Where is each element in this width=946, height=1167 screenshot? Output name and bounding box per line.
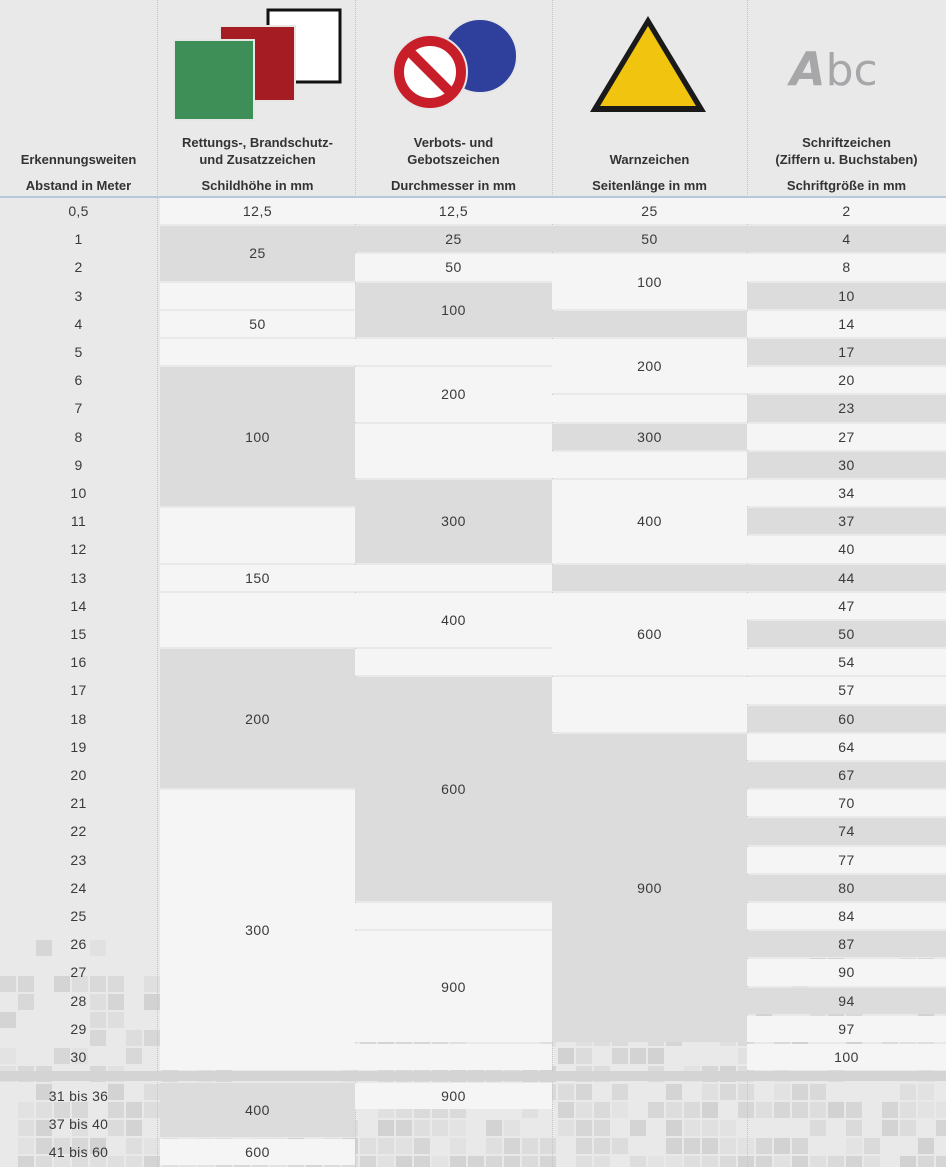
distance-cell: 37 bis 40 xyxy=(48,1116,109,1132)
table-cell xyxy=(160,593,355,647)
column-subheader: Schriftgröße in mm xyxy=(786,177,907,193)
table-cell: 100 xyxy=(552,254,747,308)
table-cell: 400 xyxy=(160,1083,355,1137)
distance-cell: 28 xyxy=(70,992,87,1009)
distance-cell: 8 xyxy=(74,428,83,445)
table-cell: 200 xyxy=(552,339,747,393)
table-cell: 54 xyxy=(747,649,946,675)
column-title-line: Warnzeichen xyxy=(609,152,690,167)
column-subheader: Schildhöhe in mm xyxy=(201,177,314,193)
column-title-line: Erkennungsweiten xyxy=(20,152,137,167)
table-cell: 25 xyxy=(552,198,747,224)
distance-cell: 0,5 xyxy=(68,203,89,220)
table-cell: 150 xyxy=(160,565,355,591)
column-subheader: Abstand in Meter xyxy=(25,177,132,193)
column-title-line: Rettungs-, Brandschutz- xyxy=(182,135,333,150)
table-cell xyxy=(160,339,355,365)
abc-letter-a: A xyxy=(790,42,826,96)
distance-cell: 29 xyxy=(70,1020,87,1037)
distance-cell: 1 xyxy=(74,231,83,248)
distance-cell: 4 xyxy=(74,315,83,332)
distance-cell: 2 xyxy=(74,259,83,276)
distance-cell: 9 xyxy=(74,456,83,473)
abc-letters-bc: bc xyxy=(825,45,878,96)
extended-range-separator xyxy=(0,1071,946,1081)
distance-cell: 22 xyxy=(70,823,87,840)
column-title-3 xyxy=(552,120,747,168)
table-cell: 70 xyxy=(747,790,946,816)
table-cell xyxy=(160,508,355,562)
column-title-0 xyxy=(0,120,157,168)
table-cell: 50 xyxy=(355,254,552,280)
table-cell: 2 xyxy=(747,198,946,224)
table-cell: 100 xyxy=(355,283,552,337)
table-cell: 25 xyxy=(160,226,355,280)
table-cell xyxy=(355,649,552,675)
distance-cell: 18 xyxy=(70,710,87,727)
table-cell: 600 xyxy=(160,1139,355,1165)
table-cell: 10 xyxy=(747,283,946,309)
table-cell: 300 xyxy=(355,480,552,563)
distance-cell: 41 bis 60 xyxy=(48,1144,109,1160)
table-cell xyxy=(355,339,552,365)
table-cell: 44 xyxy=(747,565,946,591)
table-cell xyxy=(552,311,747,337)
table-cell: 300 xyxy=(552,424,747,450)
table-cell: 23 xyxy=(747,395,946,421)
table-cell: 34 xyxy=(747,480,946,506)
table-cell: 8 xyxy=(747,254,946,280)
table-cell xyxy=(355,1044,552,1070)
distance-cell: 12 xyxy=(70,541,87,558)
distance-cell: 26 xyxy=(70,936,87,953)
distance-cell: 5 xyxy=(74,344,83,361)
table-cell: 25 xyxy=(355,226,552,252)
font-abc-icon xyxy=(790,42,900,96)
column-title-1 xyxy=(160,120,355,168)
column-subheader: Seitenlänge in mm xyxy=(592,177,707,193)
distance-cell: 6 xyxy=(74,372,83,389)
warning-sign-icon xyxy=(586,12,710,116)
table-cell: 84 xyxy=(747,903,946,929)
distance-cell: 15 xyxy=(70,626,87,643)
distance-cell: 7 xyxy=(74,400,83,417)
table-cell: 77 xyxy=(747,847,946,873)
distance-cell: 19 xyxy=(70,738,87,755)
distance-cell: 3 xyxy=(74,287,83,304)
table-cell: 900 xyxy=(355,1083,552,1109)
table-cell: 17 xyxy=(747,339,946,365)
rescue-signs-icon xyxy=(170,6,350,122)
table-cell: 27 xyxy=(747,424,946,450)
table-cell: 4 xyxy=(747,226,946,252)
table-cell: 74 xyxy=(747,818,946,844)
table-cell xyxy=(552,395,747,421)
table-cell: 200 xyxy=(160,649,355,788)
distance-cell: 31 bis 36 xyxy=(48,1088,109,1104)
column-title-line: Schriftzeichen xyxy=(802,135,891,150)
table-cell: 12,5 xyxy=(160,198,355,224)
distance-cell: 13 xyxy=(70,569,87,586)
table-cell: 100 xyxy=(160,367,355,506)
table-cell: 12,5 xyxy=(355,198,552,224)
table-cell: 400 xyxy=(552,480,747,563)
table-cell: 400 xyxy=(355,593,552,647)
table-cell: 37 xyxy=(747,508,946,534)
table-cell xyxy=(160,283,355,309)
distance-cell: 16 xyxy=(70,654,87,671)
table-cell: 40 xyxy=(747,536,946,562)
table-cell: 20 xyxy=(747,367,946,393)
table-cell: 64 xyxy=(747,734,946,760)
distance-cell: 11 xyxy=(70,513,87,530)
table-cell: 94 xyxy=(747,988,946,1014)
table-cell: 30 xyxy=(747,452,946,478)
table-cell: 50 xyxy=(552,226,747,252)
distance-cell: 25 xyxy=(70,908,87,925)
distance-cell: 21 xyxy=(70,795,87,812)
table-cell: 60 xyxy=(747,706,946,732)
table-cell xyxy=(355,565,552,591)
table-cell: 47 xyxy=(747,593,946,619)
table-cell: 14 xyxy=(747,311,946,337)
column-title-line: Gebotszeichen xyxy=(407,152,500,167)
subheader-rule xyxy=(0,196,946,198)
table-cell: 57 xyxy=(747,677,946,703)
table-cell: 600 xyxy=(552,593,747,676)
table-cell: 80 xyxy=(747,875,946,901)
distance-cell: 20 xyxy=(70,767,87,784)
column-title-line: und Zusatzzeichen xyxy=(199,152,316,167)
table-cell: 90 xyxy=(747,959,946,985)
table-cell xyxy=(552,565,747,591)
table-cell: 97 xyxy=(747,1016,946,1042)
table-cell: 600 xyxy=(355,677,552,901)
table-cell: 50 xyxy=(160,311,355,337)
distance-cell: 30 xyxy=(70,1049,87,1066)
table-cell xyxy=(552,452,747,478)
column-title-line: Verbots- und xyxy=(413,135,494,150)
column-title-4 xyxy=(747,120,946,168)
distance-cell: 10 xyxy=(70,485,87,502)
table-cell: 200 xyxy=(355,367,552,421)
prohibition-mandatory-signs-icon xyxy=(385,14,525,114)
table-cell: 67 xyxy=(747,762,946,788)
table-cell: 900 xyxy=(355,931,552,1042)
column-title-2 xyxy=(355,120,552,168)
table-cell: 300 xyxy=(160,790,355,1070)
column-subheader: Durchmesser in mm xyxy=(391,177,516,193)
distance-cell: 14 xyxy=(70,597,87,614)
table-cell: 87 xyxy=(747,931,946,957)
table-cell xyxy=(355,903,552,929)
table-cell: 50 xyxy=(747,621,946,647)
distance-cell: 27 xyxy=(70,964,87,981)
distance-cell: 24 xyxy=(70,879,87,896)
table-cell xyxy=(355,424,552,478)
column-title-line: (Ziffern u. Buchstaben) xyxy=(775,152,918,167)
distance-cell: 23 xyxy=(70,851,87,868)
table-cell xyxy=(552,677,747,731)
distance-cell: 17 xyxy=(70,682,87,699)
table-cell: 100 xyxy=(747,1044,946,1070)
table-cell: 900 xyxy=(552,734,747,1042)
